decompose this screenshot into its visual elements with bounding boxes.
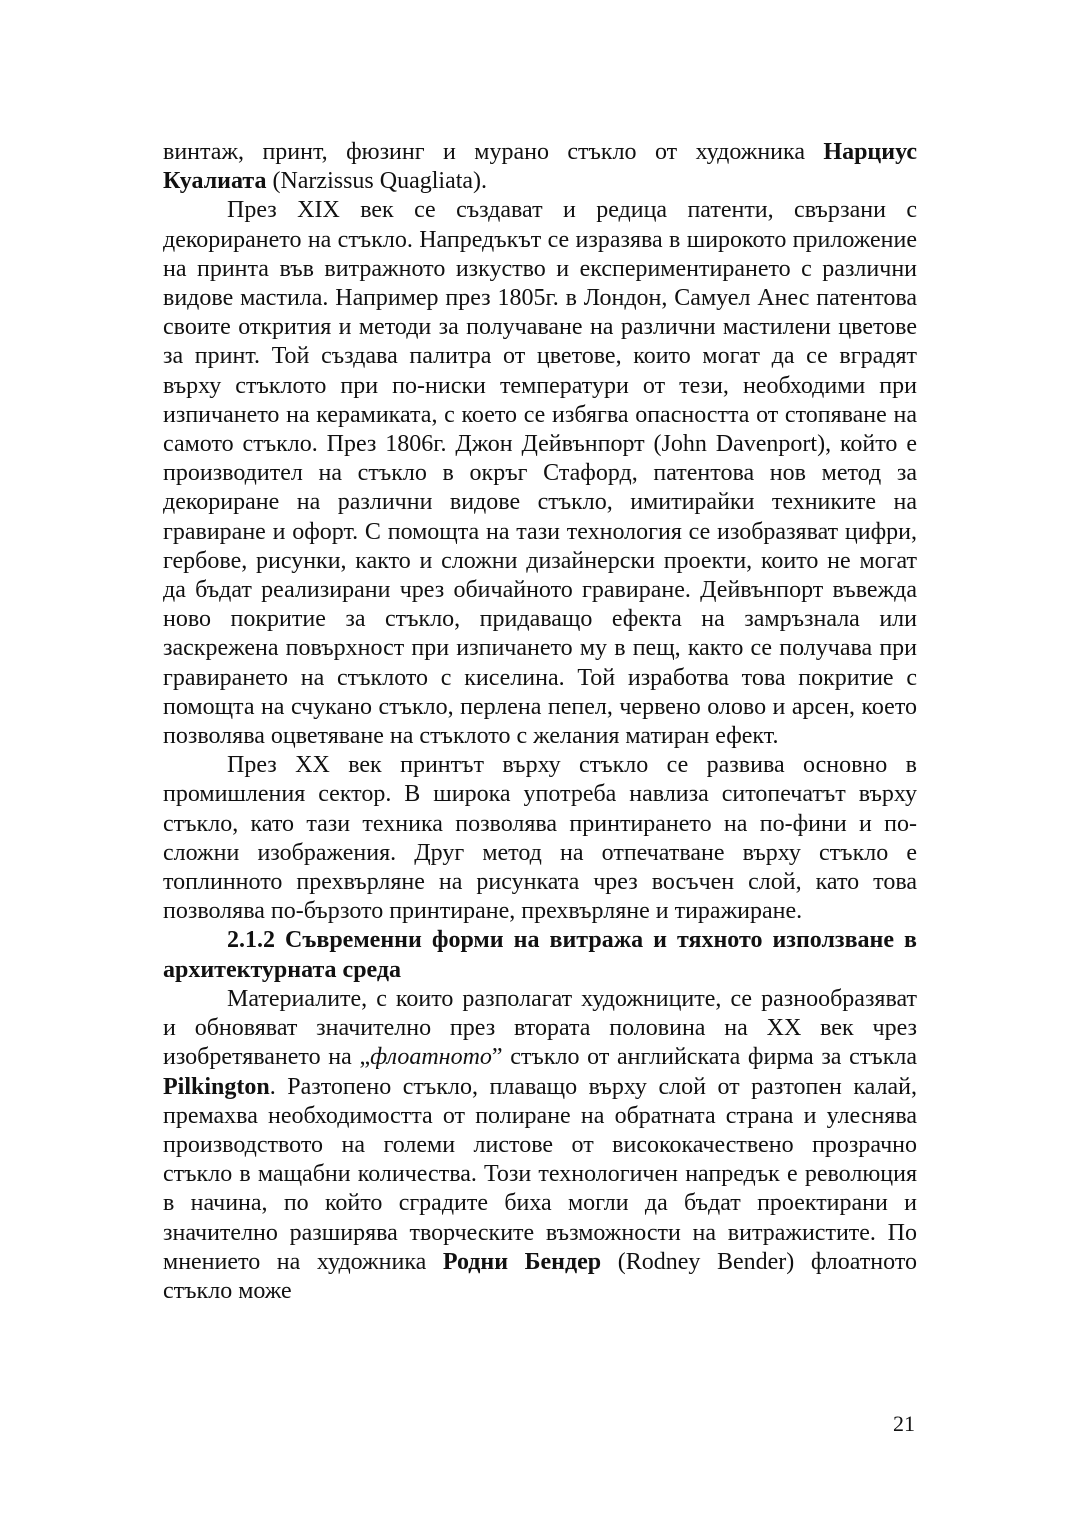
text-run: (Narzissus Quagliata). [266,168,488,195]
text-run: (Rodney Bender) флоатното стъкло може [163,1248,917,1304]
text-run: . Разтопено стъкло, плаващо върху слой от разтопен калай, премахва необходимостта от полиране на обратната страна и улеснява производството на големи листове от висококачествено прозрачно стъкло в мащабни количества. Този технологичен напредък е революция в начина, по който сградите биха могли да бъдат проектирани и значително разширява творческите възможности на витражистите. По мнението на художника [163,1073,917,1275]
paragraph-materials [163,985,917,1306]
paragraph-xix-century: През XIX век се създават и редица патенти, свързани с декорирането на стъкло. Напредъкът се изразява в широкото приложение на принта във витражното изкуство и експериментирането с различни видове мастила. Например през 1805г. в Лондон, Самуел Анес патентова своите открития и методи за получаване на различни мастилени цветове за принт. Той създава палитра от цветове, които могат да се вградят върху стъклото при по-ниски температури от тези, необходими при изпичането на керамиката, с което се избягва опасността от стопяване на самото стъкло. През 1806г. Джон Дейвънпорт (John Davenport), който е производител на стъкло в окръг Стафорд, патентова нов метод за декориране на различни видове стъкло, имитирайки техниките на гравиране и офорт. С помощта на тази технология се изобразяват цифри, гербове, рисунки, както и сложни дизайнерски проекти, които не могат да бъдат реализирани чрез обичайното гравиране. Дейвънпорт въвежда ново покритие за стъкло, придаващо ефекта на замръзнала или заскрежена повърхност при изпичането му в пещ, както се получава при гравирането на стъклото с киселина. Той изработва това покритие с помощта на счукано стъкло, перлена пепел, червено олово и арсен, което позволява оцветяване на стъклото с желания матиран ефект. [163,197,917,750]
section-heading: 2.1.2 Съвременни форми на витража и тяхното използване в архитектурната среда [163,927,917,983]
page-body [163,138,917,1306]
artist-name-bender: Родни Бендер [442,1248,602,1275]
text-run: винтаж, принт, фюзинг и мурано стъкло от художника [163,139,824,165]
paragraph-continuation [163,138,917,196]
company-name-pilkington: Pilkington [163,1073,270,1100]
page-number: 21 [893,1411,915,1436]
artist-name-quagliata: Нарциус Куалиата [163,139,917,195]
text-run: Материалите, с които разполагат художниците, се разнообразяват и обновяват значително през втората половина на XX век чрез изобретяването на „ [163,985,917,1071]
paragraph-xx-century: През XX век принтът върху стъкло се развива основно в промишления сектор. В широка употреба навлиза ситопечатът върху стъкло, като тази техника позволява принтирането на по-фини и по-сложни изображения. Друг метод на отпечатване върху стъкло е топлинното прехвърляне на рисунката чрез восъчен слой, като това позволява по-бързото принтиране, прехвърляне и тиражиране. [163,752,917,925]
italic-term-float: флоатното [370,1044,492,1071]
text-run: ” стъкло от английската фирма за стъкла [491,1044,917,1071]
